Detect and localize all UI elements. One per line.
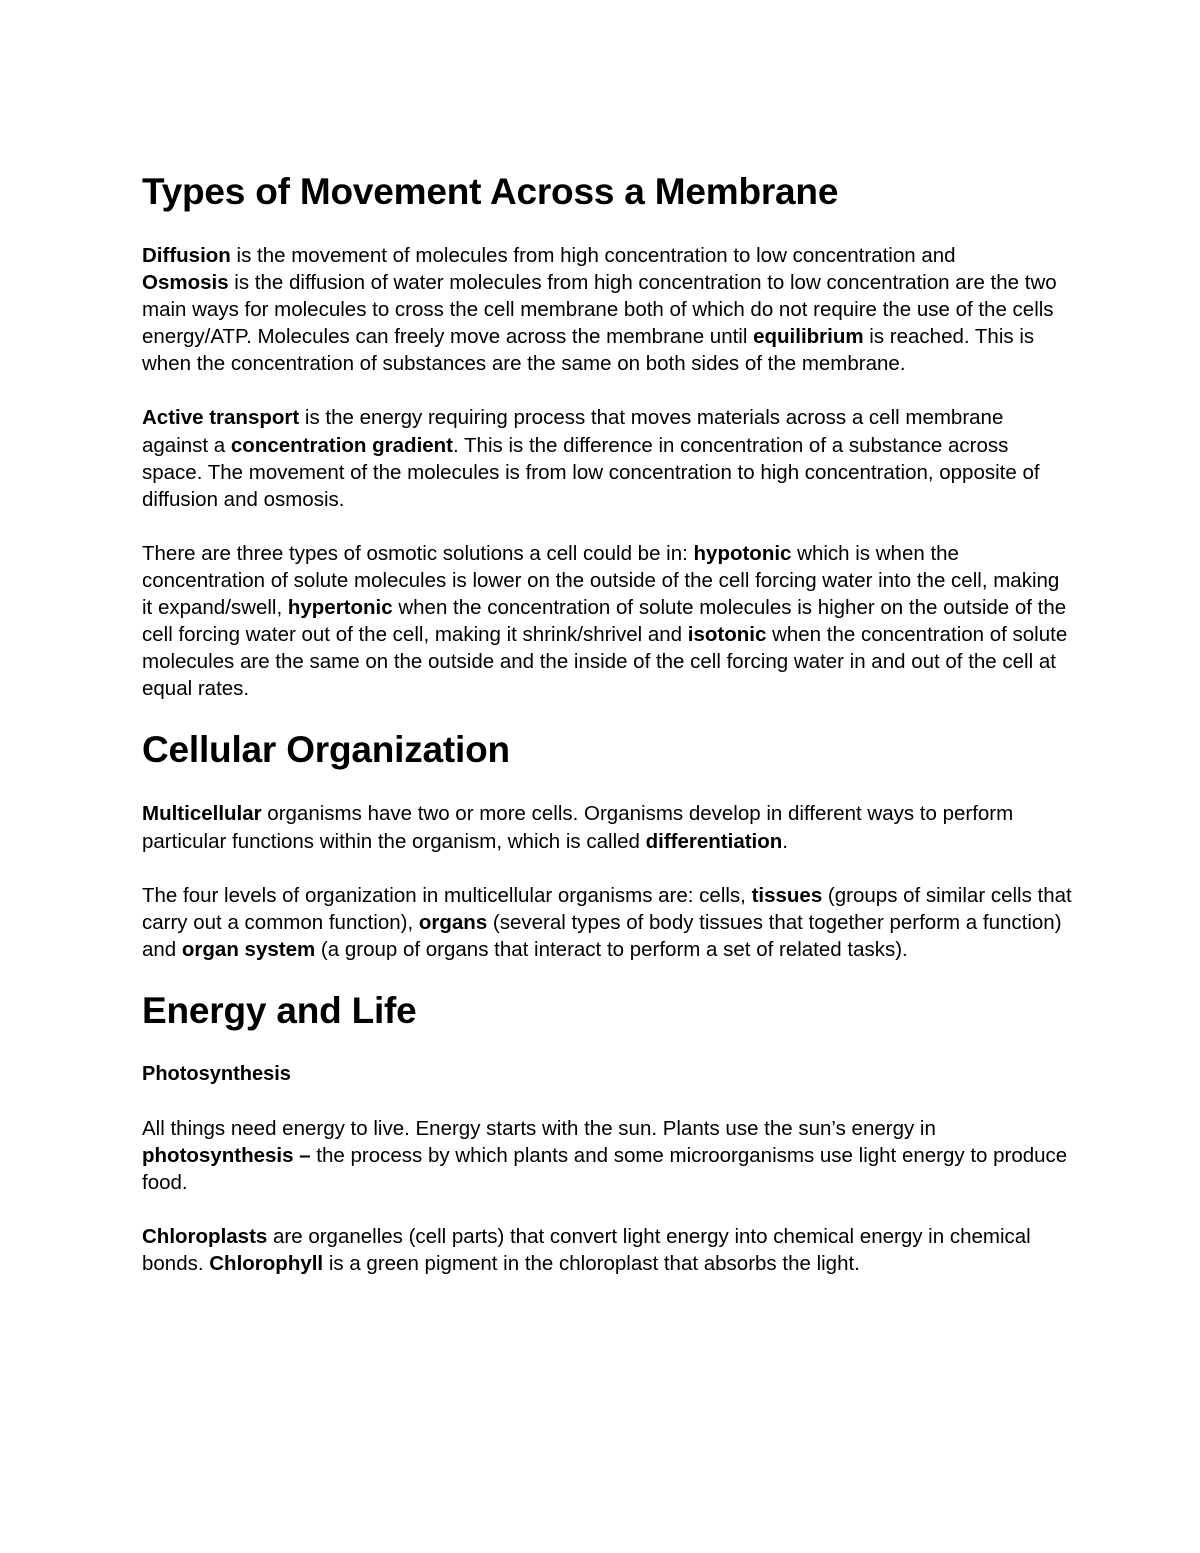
- paragraph-multicellular: [142, 800, 1072, 854]
- text: is the diffusion of water molecules from high concentration to low concentration are the two main ways for molecules to cross the cell membrane both of which do not require the use of the cells energy/ATP. Molecules can freely move across the membrane until: [142, 271, 1057, 349]
- paragraph-levels-of-organization: [142, 882, 1072, 963]
- term-osmosis: Osmosis: [142, 271, 229, 295]
- text: is the energy requiring process that moves materials across a cell membrane against a: [142, 406, 1004, 457]
- text: .: [782, 829, 788, 853]
- text: when the concentration of solute molecules are the same on the outside and the inside of the cell forcing water in and out of the cell at equal rates.: [142, 623, 1068, 701]
- term-concentration-gradient: concentration gradient: [230, 433, 454, 457]
- term-organs: organs: [418, 910, 488, 934]
- term-chloroplasts: Chloroplasts: [142, 1225, 268, 1249]
- text: All things need energy to live. Energy starts with the sun. Plants use the sun’s energy in: [142, 1116, 936, 1140]
- term-chlorophyll: Chlorophyll: [209, 1252, 324, 1276]
- paragraph-active-transport: [142, 404, 1072, 512]
- paragraph-chloroplasts: [142, 1223, 1072, 1277]
- text: . This is the difference in concentration of a substance across space. The movement of the molecules is from low concentration to high concentration, opposite of diffusion and osmosis.: [142, 433, 1040, 511]
- term-multicellular: Multicellular: [142, 802, 262, 826]
- text: are organelles (cell parts) that convert light energy into chemical energy in chemical bonds.: [142, 1225, 1031, 1276]
- term-isotonic: isotonic: [687, 623, 767, 647]
- text: The four levels of organization in multicellular organisms are: cells,: [142, 883, 752, 907]
- heading-types-of-movement: Types of Movement Across a Membrane: [142, 171, 839, 212]
- term-photosynthesis: photosynthesis –: [142, 1143, 311, 1167]
- text: There are three types of osmotic solutions a cell could be in:: [142, 541, 694, 565]
- heading-energy-and-life: Energy and Life: [142, 989, 417, 1031]
- term-differentiation: differentiation: [645, 829, 783, 853]
- document-page: [142, 168, 1072, 1277]
- text: which is when the concentration of solute molecules is lower on the outside of the cell forcing water into the cell, making it expand/swell,: [142, 541, 1060, 620]
- text: (a group of organs that interact to perform a set of related tasks).: [315, 937, 908, 961]
- text: is a green pigment in the chloroplast that absorbs the light.: [323, 1252, 860, 1276]
- term-diffusion: Diffusion: [142, 244, 231, 267]
- paragraph-diffusion-osmosis: [142, 242, 1072, 377]
- paragraph-energy-from-sun: [142, 1115, 1072, 1196]
- text: is reached. This is when the concentration of substances are the same on both sides of the membrane.: [142, 325, 1035, 376]
- heading-cellular-organization: Cellular Organization: [142, 729, 510, 771]
- text: when the concentration of solute molecules is higher on the outside of the cell forcing water out of the cell, making it shrink/shrivel and: [142, 596, 1067, 647]
- text: the process by which plants and some microorganisms use light energy to produce food.: [142, 1143, 1068, 1195]
- text: organisms have two or more cells. Organisms develop in different ways to perform particular functions within the organism, which is called: [142, 802, 1014, 853]
- term-hypertonic: hypertonic: [287, 596, 393, 620]
- paragraph-osmotic-solutions: [142, 540, 1072, 703]
- term-tissues: tissues: [751, 883, 823, 907]
- text: (groups of similar cells that carry out a common function),: [142, 883, 1072, 934]
- subheading-photosynthesis: Photosynthesis: [142, 1062, 291, 1085]
- text: is the movement of molecules from high concentration to low concentration and: [230, 244, 956, 267]
- term-equilibrium: equilibrium: [753, 325, 864, 349]
- term-organ-system: organ system: [181, 937, 316, 961]
- text: (several types of body tissues that together perform a function) and: [142, 910, 1062, 961]
- term-hypotonic: hypotonic: [693, 541, 792, 565]
- term-active-transport: Active transport: [142, 406, 300, 430]
